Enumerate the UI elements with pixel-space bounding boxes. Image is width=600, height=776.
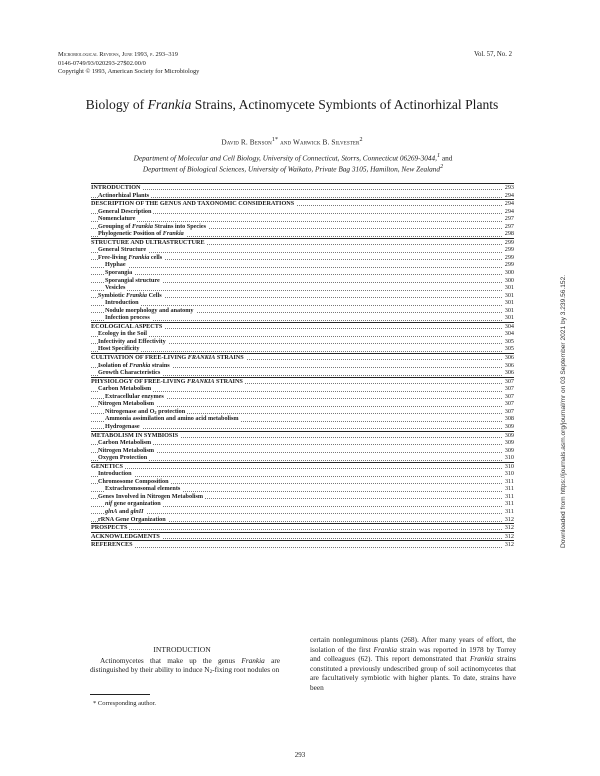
toc-entry-title: Host Specificity [98,345,140,353]
affiliation-mark: 2 [440,163,444,170]
toc-leader-dots [91,547,506,548]
toc-entry-title: Hyphae [105,261,126,269]
toc-entry-page: 309 [504,439,514,447]
toc-entry [91,532,514,541]
toc-entry-page: 312 [504,515,514,523]
toc-entry-title: Sporangial structure [105,276,160,284]
toc-entry-page: 310 [504,462,514,470]
toc-entry-title: Introduction [105,299,139,307]
toc-entry-title: Genes Involved in Nitrogen Metabolism [98,492,204,500]
toc-entry-page: 311 [504,507,514,515]
toc-entry-page: 301 [504,314,514,322]
toc-leader-dots [91,305,506,306]
toc-entry [91,540,514,549]
toc-entry-page: 299 [504,261,514,269]
toc-entry-title: Carbon Metabolism [98,439,152,447]
toc-entry [91,462,514,471]
page-number: 293 [294,751,306,759]
toc-leader-dots [91,391,506,392]
toc-entry [91,478,514,486]
toc-entry-page: 297 [504,222,514,230]
table-of-contents [91,183,514,549]
toc-entry [91,393,514,401]
issn-line: 0146-0749/93/020293-27$02.00/0 [58,59,146,67]
section-heading-introduction: INTRODUCTION [153,645,211,654]
affiliation-mark: 1 [436,153,441,159]
toc-entry [91,423,514,431]
toc-entry-title: PHYSIOLOGY OF FREE-LIVING FRANKIA STRAINS [91,377,243,385]
journal-header [58,51,199,77]
toc-entry [91,362,514,370]
toc-entry [91,292,514,300]
toc-entry-page: 311 [504,492,514,500]
intro-text: -fixing root nodules on [212,665,280,675]
affiliation-waikato: Department of Biological Sciences, University of Waikato, Private Bag 3105, Hamilton, New Zealand [142,164,441,174]
intro-text: are distinguished by their ability to induce N [90,656,280,675]
subscript: 2 [209,669,213,676]
toc-entry-page: 309 [504,446,514,454]
toc-entry-page: 305 [504,337,514,345]
toc-entry-title: Free-living Frankia cells [98,253,163,261]
toc-entry-title: Nitrogen Metabolism [98,400,155,408]
toc-entry-title: Extracellular enzymes [105,392,164,400]
toc-leader-dots [91,468,506,469]
intro-text: Actinomycetes that make up the genus [100,656,242,665]
toc-entry-page: 312 [504,524,514,532]
toc-leader-dots [91,351,506,352]
toc-entry-page: 298 [504,230,514,238]
toc-entry-title: nif gene organization [105,500,161,508]
toc-entry [91,485,514,493]
toc-entry [91,284,514,292]
toc-entry-page: 307 [504,407,514,415]
toc-entry-page: 307 [504,392,514,400]
toc-entry [91,439,514,447]
affiliations [68,152,518,173]
toc-entry [91,345,514,353]
toc-entry-page: 304 [504,330,514,338]
toc-entry [91,238,514,247]
toc-entry [91,330,514,338]
toc-entry-title: Carbon Metabolism [98,385,152,393]
copyright-line: Copyright © 1993, American Society for Microbiology [58,68,200,76]
toc-entry-page: 312 [504,541,514,549]
toc-entry-title: Grouping of Frankia Strains into Species [98,222,207,230]
toc-entry [91,400,514,408]
genus-name: Frankia [241,656,265,665]
toc-leader-dots [91,320,506,321]
toc-entry-title: INTRODUCTION [91,184,141,191]
toc-entry [91,269,514,277]
toc-entry-page: 307 [504,377,514,385]
toc-leader-dots [91,428,506,429]
body-text: strain was reported in 1978 by Torrey and colleagues (62). This report demonstrated that [310,644,516,664]
toc-entry-page: 311 [504,485,514,493]
toc-entry-title: Growth Characteristics [98,369,161,377]
toc-entry-page: 293 [504,184,514,191]
toc-entry [91,431,514,440]
title-genus: Frankia [147,97,192,112]
toc-entry [91,493,514,501]
toc-entry-page: 305 [504,345,514,353]
toc-entry-title: Phylogenetic Position of Frankia [98,230,184,238]
toc-entry-title: Sporangia [105,269,133,277]
toc-entry-title: Ecology in the Soil [98,330,147,338]
toc-entry-page: 304 [504,322,514,330]
title-prefix: Biology of [85,97,148,112]
toc-entry [91,385,514,393]
toc-entry-title: Introduction [98,470,132,478]
genus-name: Frankia [469,654,494,664]
toc-leader-dots [91,336,506,337]
toc-entry-page: 312 [504,532,514,540]
toc-entry [91,299,514,307]
toc-entry-page: 309 [504,431,514,439]
toc-entry-title: REFERENCES [91,541,133,549]
affiliation-conjunction: and [440,153,453,163]
toc-entry [91,454,514,462]
toc-entry-page: 294 [504,207,514,215]
toc-entry [91,230,514,238]
toc-entry-title: General Structure [98,246,147,254]
toc-entry-title: Nodule morphology and anatomy [105,306,194,314]
toc-entry-title: Symbiotic Frankia Cells [98,291,162,299]
footnote-divider [90,694,150,695]
toc-leader-dots [91,252,506,253]
toc-entry-page: 301 [504,306,514,314]
toc-entry [91,338,514,346]
body-text: certain nonleguminous plants (268). After many years of effort, the isolation of the first [310,635,516,654]
toc-leader-dots [91,197,506,198]
download-note: Downloaded from https://journals.asm.org/journal/mr on 03 September 2021 by 3.239.56.152. [560,274,567,548]
toc-leader-dots [91,460,506,461]
toc-entry-page: 307 [504,385,514,393]
toc-entry [91,516,514,524]
toc-entry-title: Infection process [105,314,150,322]
toc-entry-title: Nitrogen Metabolism [98,446,155,454]
toc-entry-title: General Description [98,207,152,215]
author-mark: 1* [271,137,279,143]
toc-entry-page: 297 [504,215,514,223]
toc-entry-title: ECOLOGICAL ASPECTS [91,322,163,330]
toc-entry-page: 311 [504,477,514,485]
toc-entry-page: 311 [504,500,514,508]
toc-entry-page: 310 [504,454,514,462]
toc-entry-page: 301 [504,291,514,299]
toc-entry-page: 306 [504,369,514,377]
author-line [60,137,524,146]
toc-leader-dots [91,274,506,275]
toc-entry [91,369,514,377]
toc-entry-title: Extrachromosomal elements [105,485,181,493]
toc-entry [91,447,514,455]
toc-leader-dots [91,444,506,445]
toc-entry-page: 299 [504,253,514,261]
journal-citation: Microbiological Reviews, June 1993, p. 293–319 [58,51,178,58]
toc-entry-title: Hydrogenase [105,422,140,430]
toc-entry [91,314,514,322]
toc-entry-title: glnA and glnII [105,507,144,515]
toc-entry-page: 301 [504,299,514,307]
toc-entry [91,208,514,216]
author-mark: 2 [359,137,363,143]
toc-entry [91,408,514,416]
toc-entry [91,261,514,269]
toc-entry-page: 310 [504,470,514,478]
toc-leader-dots [91,221,506,222]
toc-entry [91,322,514,331]
toc-entry [91,223,514,231]
toc-entry [91,523,514,532]
genus-name: Frankia [373,644,398,654]
toc-entry [91,254,514,262]
toc-entry-title: Chromosome Composition [98,477,169,485]
toc-entry-page: 299 [504,246,514,254]
affiliation-uconn: Department of Molecular and Cell Biology, University of Connecticut, Storrs, Connecticut 06269-3044, [133,153,437,163]
toc-entry-title: Nitrogenase and $O_2$ protection [105,407,186,415]
toc-entry [91,508,514,516]
toc-entry-page: 301 [504,284,514,292]
toc-entry-title: ACKNOWLEDGMENTS [91,532,160,540]
toc-entry [91,215,514,223]
author-benson: David R. Benson [221,137,272,147]
toc-entry-title: DESCRIPTION OF THE GENUS AND TAXONOMIC CONSIDERATIONS [91,200,295,208]
toc-entry-page: 294 [504,200,514,208]
toc-entry-title: METABOLISM IN SYMBIOSIS [91,431,179,439]
toc-entry-page: 306 [504,354,514,362]
toc-entry-page: 307 [504,400,514,408]
toc-entry-page: 308 [504,415,514,423]
toc-entry-page: 300 [504,276,514,284]
toc-entry-page: 300 [504,269,514,277]
toc-entry [91,307,514,315]
toc-entry-title: PROSPECTS [91,524,128,532]
footnote: * Corresponding author. [93,700,157,707]
toc-entry-title: Oxygen Protection [98,454,148,462]
toc-entry [91,500,514,508]
article-title [60,96,524,113]
toc-leader-dots [91,529,506,530]
toc-entry [91,470,514,478]
toc-entry-page: 299 [504,238,514,246]
toc-leader-dots [91,476,506,477]
toc-entry-title: Nomenclature [98,215,136,223]
author-conjunction: and [278,137,294,147]
toc-entry-title: rRNA Gene Organization [98,515,166,523]
toc-entry [91,415,514,423]
toc-entry-title: Isolation of Frankia strains [98,361,170,369]
toc-entry-title: Infectivity and Effectivity [98,337,166,345]
toc-entry [91,246,514,254]
toc-entry-page: 306 [504,361,514,369]
volume-label: Vol. 57, No. 2 [473,51,512,58]
toc-entry [91,277,514,285]
toc-entry-title: STRUCTURE AND ULTRASTRUCTURE [91,238,205,246]
toc-entry-title: CULTIVATION OF FREE-LIVING FRANKIA STRAINS [91,354,244,362]
right-column-paragraph [310,635,516,693]
toc-entry-title: Ammonia assimilation and amino acid metabolism [105,415,239,423]
toc-entry-page: 309 [504,422,514,430]
toc-entry-page: 294 [504,191,514,199]
toc-entry [91,192,514,200]
toc-leader-dots [91,513,506,514]
body-text: strains constituted a previously undescribed group of soil actinomycetes that are facultatively symbiotic with higher plants. To date, strains have been [310,654,516,692]
toc-leader-dots [91,290,506,291]
toc-entry-title: Actinorhizal Plants [98,191,150,199]
author-silvester: Warwick B. Silvester [293,137,360,147]
toc-leader-dots [91,189,506,190]
toc-entry [91,183,514,192]
title-suffix: Strains, Actinomycete Symbionts of Actinorhizal Plants [191,97,499,112]
toc-entry [91,377,514,386]
toc-entry [91,199,514,208]
toc-entry-title: Vesicles [105,284,126,292]
toc-entry-title: GENETICS [91,462,123,470]
toc-entry [91,353,514,362]
toc-leader-dots [91,267,506,268]
intro-paragraph [90,656,280,675]
